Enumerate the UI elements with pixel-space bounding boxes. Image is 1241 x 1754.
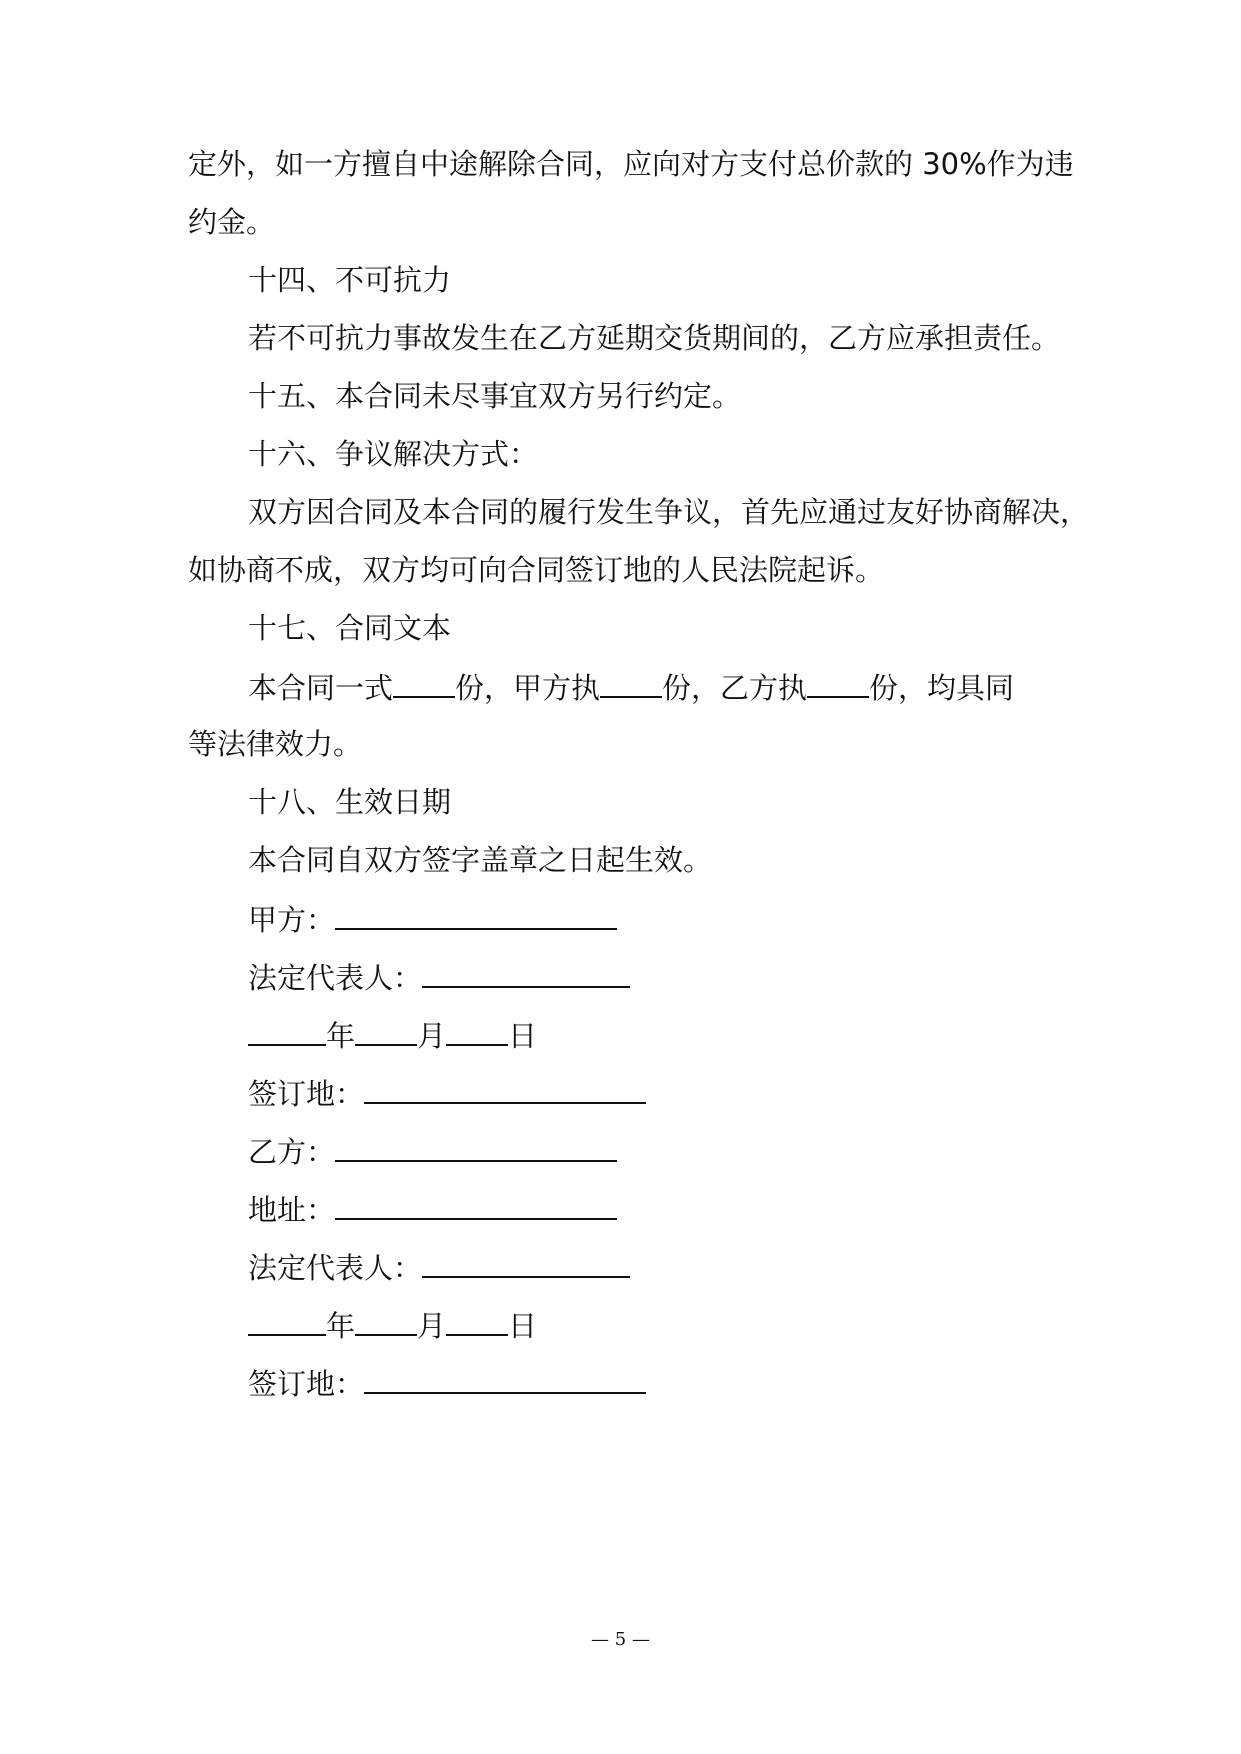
blank-party-b-copies xyxy=(807,666,869,698)
section-title-18: 十八、生效日期 xyxy=(248,785,452,819)
party-b-address-line xyxy=(248,1188,1118,1230)
paragraph-line: 双方因合同及本合同的履行发生争议，首先应通过友好协商解决， xyxy=(248,495,1090,529)
paragraph-line: 本合同自双方签字盖章之日起生效。 xyxy=(248,843,713,877)
paragraph-line: 约金。 xyxy=(188,205,276,239)
party-a-blank xyxy=(335,898,617,930)
sign-place-label: 签订地： xyxy=(248,1367,365,1401)
section-title-14: 十四、不可抗力 xyxy=(248,263,452,297)
paragraph-line: 若不可抗力事故发生在乙方延期交货期间的，乙方应承担责任。 xyxy=(248,321,1061,355)
party-a-label: 甲方： xyxy=(248,903,336,937)
party-a-sign-place-line xyxy=(248,1072,1118,1114)
copies-text: 份，甲方执 xyxy=(455,671,601,705)
section-title-16: 十六、争议解决方式： xyxy=(248,437,539,471)
copies-text: 本合同一式 xyxy=(248,671,394,705)
legal-rep-label: 法定代表人： xyxy=(248,1251,423,1285)
year-label: 年 xyxy=(326,1309,356,1343)
blank-party-a-copies xyxy=(600,666,662,698)
paragraph-line: 定外，如一方擅自中途解除合同，应向对方支付总价款的 30%作为违 xyxy=(188,147,1074,181)
party-b-label: 乙方： xyxy=(248,1135,336,1169)
month-label: 月 xyxy=(417,1019,447,1053)
day-label: 日 xyxy=(508,1309,538,1343)
section-title-17: 十七、合同文本 xyxy=(248,611,452,645)
party-b-sign-place-blank xyxy=(364,1362,646,1394)
copies-line xyxy=(248,666,1118,708)
party-a-sign-place-blank xyxy=(364,1072,646,1104)
page-number: — 5 — xyxy=(591,1629,650,1650)
party-a-legal-rep-line xyxy=(248,956,1118,998)
copies-text: 份，乙方执 xyxy=(662,671,808,705)
party-b-address-blank xyxy=(335,1188,617,1220)
paragraph-line: 等法律效力。 xyxy=(188,727,363,761)
day-blank xyxy=(446,1014,508,1046)
party-b-blank xyxy=(335,1130,617,1162)
copies-text: 份，均具同 xyxy=(869,671,1015,705)
section-title-15: 十五、本合同未尽事宜双方另行约定。 xyxy=(248,379,742,413)
party-b-legal-rep-blank xyxy=(422,1246,630,1278)
sign-place-label: 签订地： xyxy=(248,1077,365,1111)
party-b-date-line xyxy=(248,1304,1118,1346)
party-b-line xyxy=(248,1130,1118,1172)
party-b-sign-place-line xyxy=(248,1362,1118,1404)
year-blank xyxy=(248,1304,326,1336)
day-label: 日 xyxy=(508,1019,538,1053)
month-blank xyxy=(355,1304,417,1336)
address-label: 地址： xyxy=(248,1193,336,1227)
month-blank xyxy=(355,1014,417,1046)
paragraph-line: 如协商不成，双方均可向合同签订地的人民法院起诉。 xyxy=(188,553,885,587)
month-label: 月 xyxy=(417,1309,447,1343)
year-label: 年 xyxy=(326,1019,356,1053)
legal-rep-label: 法定代表人： xyxy=(248,961,423,995)
party-a-date-line xyxy=(248,1014,1118,1056)
party-b-legal-rep-line xyxy=(248,1246,1118,1288)
party-a-legal-rep-blank xyxy=(422,956,630,988)
year-blank xyxy=(248,1014,326,1046)
blank-total-copies xyxy=(393,666,455,698)
day-blank xyxy=(446,1304,508,1336)
party-a-line xyxy=(248,898,1118,940)
